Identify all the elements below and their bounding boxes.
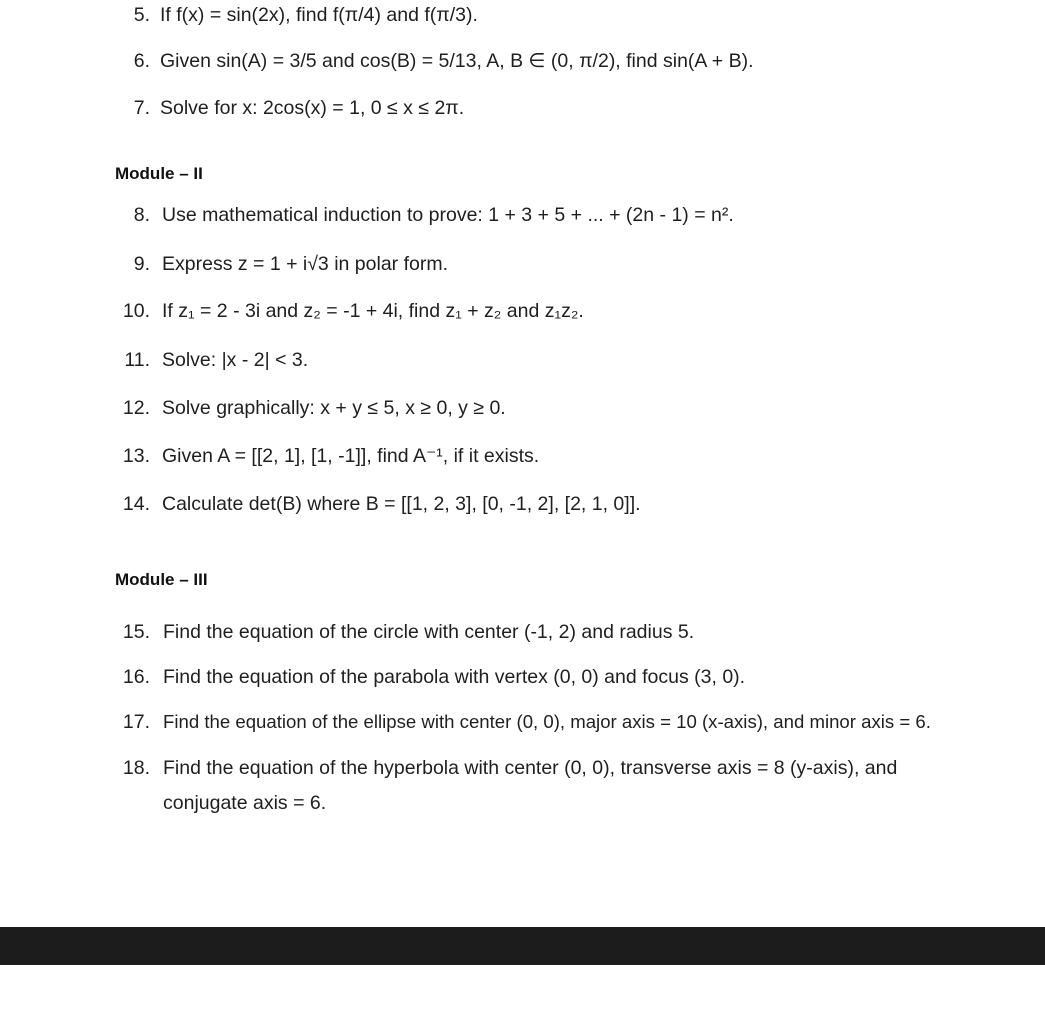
module-heading-2: Module – II — [115, 164, 203, 183]
question-text: Find the equation of the ellipse with center (0, 0), major axis = 10 (x-axis), and minor axis = 6. — [163, 711, 931, 732]
question-number: 14. — [122, 493, 150, 515]
module-heading-3: Module – III — [115, 570, 208, 589]
footer-bar — [0, 927, 1045, 965]
question-number: 18. — [122, 757, 150, 779]
question-text: Solve: |x - 2| < 3. — [162, 349, 309, 371]
question-number: 13. — [122, 445, 150, 467]
question-number: 16. — [122, 666, 150, 688]
question-text: Solve graphically: x + y ≤ 5, x ≥ 0, y ≥ 0. — [162, 397, 506, 419]
question-text: Find the equation of the hyperbola with center (0, 0), transverse axis = 8 (y-axis), and — [163, 757, 898, 779]
question-text-continued: conjugate axis = 6. — [163, 792, 327, 814]
question-number: 7. — [133, 97, 150, 119]
question-number: 5. — [133, 4, 150, 26]
question-number: 10. — [122, 300, 150, 322]
question-number: 12. — [122, 397, 150, 419]
question-text: Calculate det(B) where B = [[1, 2, 3], [0, -1, 2], [2, 1, 0]]. — [162, 493, 641, 515]
question-text: Find the equation of the parabola with vertex (0, 0) and focus (3, 0). — [163, 666, 746, 688]
question-text: Find the equation of the circle with center (-1, 2) and radius 5. — [163, 621, 695, 643]
question-number: 11. — [124, 349, 150, 371]
question-text: Given A = [[2, 1], [1, -1]], find A⁻¹, if it exists. — [162, 445, 540, 467]
question-text: Solve for x: 2cos(x) = 1, 0 ≤ x ≤ 2π. — [160, 97, 465, 119]
question-text: Given sin(A) = 3/5 and cos(B) = 5/13, A, B ∈ (0, π/2), find sin(A + B). — [160, 50, 754, 72]
question-number: 17. — [122, 711, 150, 733]
question-number: 8. — [133, 204, 150, 226]
question-number: 9. — [133, 253, 150, 275]
question-number: 6. — [133, 50, 150, 72]
question-text: Use mathematical induction to prove: 1 + 3 + 5 + ... + (2n - 1) = n². — [162, 204, 734, 226]
question-text: If f(x) = sin(2x), find f(π/4) and f(π/3). — [160, 4, 478, 26]
question-text: If z₁ = 2 - 3i and z₂ = -1 + 4i, find z₁ + z₂ and z₁z₂. — [162, 300, 584, 322]
question-text: Express z = 1 + i√3 in polar form. — [162, 253, 448, 275]
question-number: 15. — [122, 621, 150, 643]
